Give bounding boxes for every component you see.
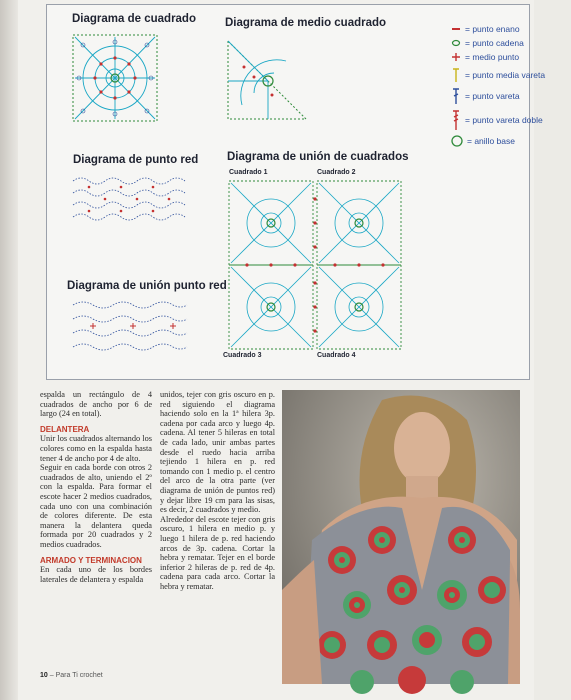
square-label-1: Cuadrado 1	[229, 169, 268, 176]
square-crochet-diagram	[71, 33, 159, 123]
legend-label: = punto vareta doble	[465, 115, 543, 125]
square-label-2: Cuadrado 2	[317, 169, 356, 176]
half-double-icon	[451, 67, 461, 83]
square-label-3: Cuadrado 3	[223, 352, 262, 359]
diagram-panel	[46, 4, 546, 380]
paragraph: En cada uno de los bordes laterales de delantera y espalda	[40, 565, 152, 584]
squares-join-crochet-diagram	[227, 179, 403, 351]
legend-label: = punto enano	[465, 24, 520, 34]
legend-item	[451, 134, 515, 148]
paragraph: Alrededor del escote tejer con gris oscuro, 1 hilera en medio p. y luego 1 hilera de p. red haciendo arcos de 3p. cadena. Cortar la hebra y rematar. Tejer en el borde inferior 2 hileras de p. red de 4p. cadena para cada arco. Cortar la hebra y rematar.	[160, 514, 275, 591]
magazine-name: – Para Ti crochet	[49, 672, 103, 679]
title-half-square-diagram: Diagrama de medio cuadrado	[225, 17, 387, 29]
legend-item	[451, 22, 520, 36]
base-ring-icon	[451, 135, 463, 147]
half-square-crochet-diagram	[224, 37, 310, 123]
paragraph: Unir los cuadrados alternando los colores como en la espalda hasta tener 4 de ancho por 4 de alto.	[40, 434, 152, 463]
legend-label: = punto cadena	[465, 38, 524, 48]
treble-crochet-icon	[451, 109, 461, 131]
title-net-stitch-diagram: Diagrama de punto red	[73, 154, 199, 166]
paragraph: Seguir en cada borde con otros 2 cuadrados de alto, uniendo el 2º con la espalda. Para formar el escote hacer 2 medios cuadrados, cada uno con una combinación de colores diferente. De esta manera la delantera queda formada por 20 cuadrados y 2 medios cuadrados.	[40, 463, 152, 549]
net-stitch-crochet-diagram	[71, 173, 189, 223]
legend-label: = punto media vareta	[465, 70, 546, 80]
legend-item	[451, 36, 524, 50]
text-column-2	[160, 390, 275, 591]
legend-item	[451, 108, 543, 132]
model-photo	[282, 390, 520, 684]
single-crochet-icon	[451, 52, 461, 62]
title-squares-join-diagram: Diagrama de unión de cuadrados	[227, 151, 409, 163]
page-binding	[0, 0, 18, 700]
page-footer	[40, 672, 103, 679]
legend-item	[451, 66, 545, 84]
text-column-1	[40, 390, 152, 584]
slip-stitch-icon	[451, 24, 461, 34]
legend-label: = anillo base	[467, 136, 515, 146]
title-square-diagram: Diagrama de cuadrado	[72, 13, 196, 25]
double-crochet-icon	[451, 87, 461, 105]
section-heading-delantera: DELANTERA	[40, 424, 90, 434]
legend-label: = punto vareta	[465, 91, 520, 101]
section-heading-armado: ARMADO Y TERMINACION	[40, 555, 142, 565]
legend-item	[451, 86, 520, 106]
square-label-4: Cuadrado 4	[317, 352, 356, 359]
paragraph: unidos, tejer con gris oscuro en p. red siguiendo el diagrama haciendo solo en la 1ª hilera 3p. cadena por cada arco y luego 4p. cadena. Al tener 5 hileras en total de cada lado, unir ambas partes desde el ruedo hacia arriba tejiendo 1 hilera en p. red tomando con 1 medio p. el centro del arco de la otra parte (ver diagrama de unión de puntos red) y dejar libre 19 cm para las sisas, es decir, 2 cuadrados y medio.	[160, 390, 275, 515]
page-number: 10	[40, 672, 48, 679]
legend-item	[451, 50, 519, 64]
paragraph: espalda un rectángulo de 4 cuadrados de ancho por 6 de largo (24 en total).	[40, 390, 152, 419]
chain-stitch-icon	[451, 38, 461, 48]
legend-label: = medio punto	[465, 52, 520, 62]
net-join-crochet-diagram	[71, 297, 189, 353]
title-net-join-diagram: Diagrama de unión punto red	[67, 280, 227, 292]
